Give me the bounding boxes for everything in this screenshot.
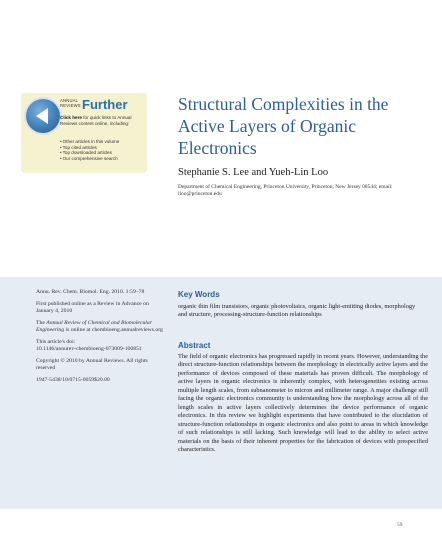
further-description xyxy=(60,115,144,127)
further-heading: Further xyxy=(82,97,128,112)
article-title: Structural Complexities in the Active Layers of Organic Electronics xyxy=(178,94,389,158)
doi-value[interactable]: 10.1146/annurev-chembioeng-073009-100851 xyxy=(36,346,142,352)
abstract-heading: Abstract xyxy=(178,341,211,350)
further-description-text: for quick links to Annual Reviews content online, including: xyxy=(60,115,132,126)
keywords-heading: Key Words xyxy=(178,290,220,299)
further-link-item[interactable]: • Top downloaded articles xyxy=(60,150,146,156)
click-here-link[interactable]: Click here xyxy=(60,115,82,120)
page-number: 59 xyxy=(397,522,403,528)
keywords-text: organic thin film transistors, organic photovoltaics, organic light-emitting diodes, morphology and structure, processing-structure-function relationships xyxy=(178,303,416,319)
citation: Annu. Rev. Chem. Biomol. Eng. 2010. 1:59–78 xyxy=(36,289,145,295)
first-published: First published online as a Review in Advance on January 4, 2010 xyxy=(36,301,149,314)
abstract-text: The field of organic electronics has progressed rapidly in recent years. However, understanding the direct structure-function relationships between the morphology in electrically active layers and the performance of devices composed of these materials has proven difficult. The morphology of active layers in organic electronics is inherently complex, with heterogeneities existing across multiple length scales, from subnanometer to micron and millimeter range. A major challenge still facing the organic electronics community is understanding how the morphology across all of the length scales in active layers collectively determines the device performance of organic electronics. In this review we highlight experiments that have contributed to the elucidation of structure-function relationships in organic electronics and also point to areas in which knowledge of such relationships is still lacking. Such knowledge will lead to the ability to select active materials on the basis of their inherent properties for the fabrication of devices with prespecified characteristics. xyxy=(178,353,428,453)
further-link-item[interactable]: • Top cited articles xyxy=(60,145,146,151)
back-arrow-icon[interactable] xyxy=(26,99,60,133)
publication-metadata xyxy=(36,289,166,389)
journal-name: Annual Review of Chemical and Biomolecular Engineering xyxy=(36,320,152,333)
doi-block xyxy=(36,339,166,353)
article-authors: Stephanie S. Lee and Yueh-Lin Loo xyxy=(178,167,329,178)
further-links-list xyxy=(60,139,146,161)
journal-prefix: The xyxy=(36,320,47,326)
doi-label: This article's doi: xyxy=(36,339,76,345)
further-link-item[interactable]: • Our comprehensive search xyxy=(60,156,146,162)
author-affiliation: Department of Chemical Engineering, Princeton University, Princeton, New Jersey 08544; email: lloo@princeton.edu xyxy=(178,184,393,197)
journal-suffix: is online at chembioeng.annualreviews.org xyxy=(64,327,163,333)
further-link-item[interactable]: • Other articles in this volume xyxy=(60,139,146,145)
publisher-logo-text: ANNUAL REVIEWS xyxy=(60,98,81,108)
journal-online-note xyxy=(36,320,166,334)
issn: 1947-5438/10/0715-0059$20.00 xyxy=(36,377,110,383)
copyright: Copyright © 2010 by Annual Reviews. All rights reserved xyxy=(36,358,148,371)
